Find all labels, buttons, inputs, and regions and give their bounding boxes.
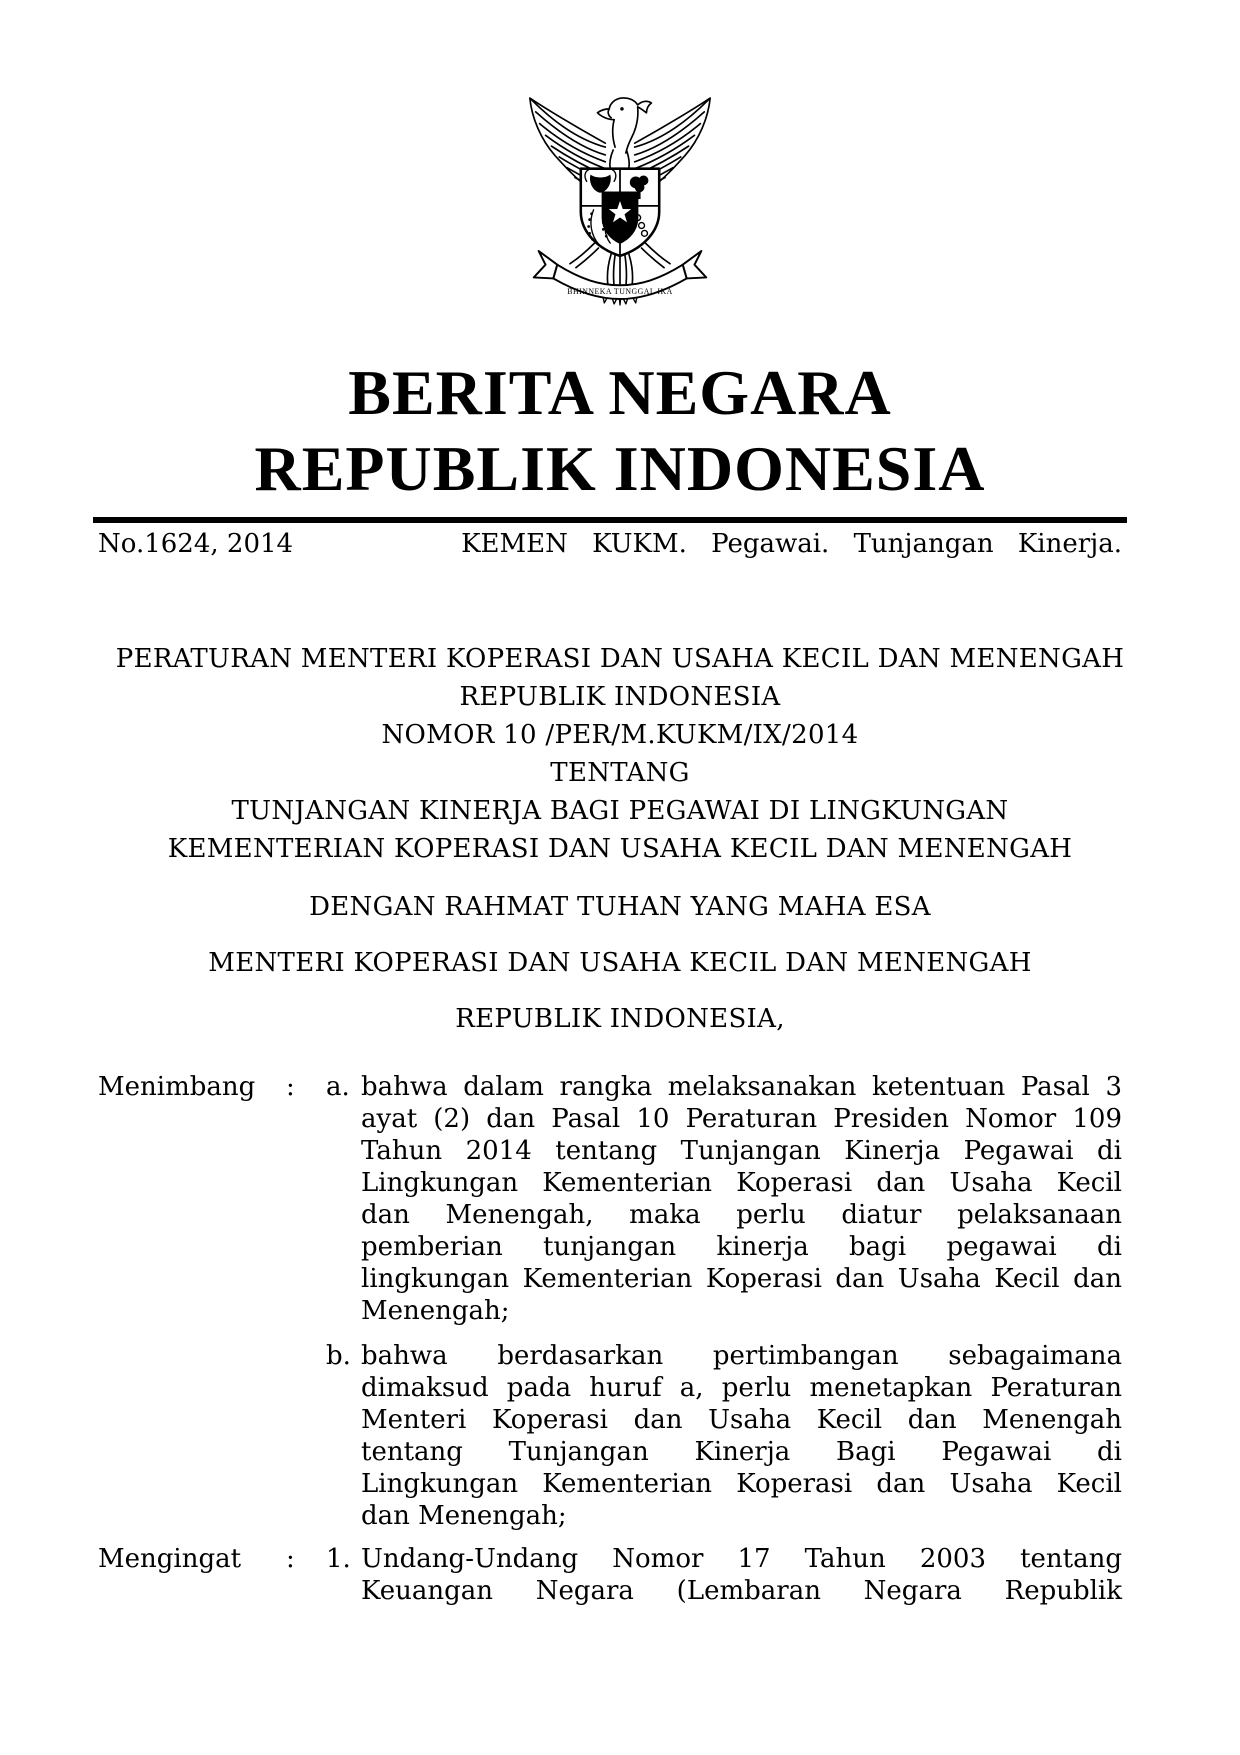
item-marker: b. xyxy=(326,1341,351,1371)
emblem-banner-text: BHINNEKA TUNGGAL IKA xyxy=(567,287,673,297)
authority-line-2: REPUBLIK INDONESIA, xyxy=(455,1004,785,1034)
masthead-divider xyxy=(93,517,1127,523)
masthead-row xyxy=(98,528,1122,560)
invocation-line: DENGAN RAHMAT TUHAN YANG MAHA ESA xyxy=(309,892,931,922)
issue-number: No.1624, 2014 xyxy=(98,529,294,559)
item-text: bahwa dalam rangka melaksanakan ketentuan Pasal 3 ayat (2) dan Pasal 10 Peraturan Presiden Nomor 109 Tahun 2014 tentang Tunjangan Kinerja Pegawai di Lingkungan Kementerian Koperasi dan Usaha Kecil dan Menengah, maka perlu diatur pelaksanaan pemberian tunjangan kinerja bagi pegawai di lingkungan Kementerian Koperasi dan Usaha Kecil dan Menengah; xyxy=(361,1072,1122,1326)
remembering-section xyxy=(98,1543,1122,1607)
authority-line-1: MENTERI KOPERASI DAN USAHA KECIL DAN MENENGAH xyxy=(208,948,1032,978)
item-text: Undang-Undang Nomor 17 Tahun 2003 tentang Keuangan Negara (Lembaran Negara Republik xyxy=(361,1544,1122,1606)
subject-keywords: KEMEN KUKM. Pegawai. Tunjangan Kinerja. xyxy=(461,529,1122,559)
remembering-label: Mengingat xyxy=(98,1544,242,1574)
regulation-title xyxy=(108,640,1132,868)
considering-colon: : xyxy=(286,1072,295,1102)
item-marker: 1. xyxy=(326,1544,351,1574)
item-marker: a. xyxy=(326,1072,350,1102)
regulation-title-line-1: PERATURAN MENTERI KOPERASI DAN USAHA KECIL DAN MENENGAH xyxy=(115,644,1125,674)
regulation-title-line-5: TUNJANGAN KINERJA BAGI PEGAWAI DI LINGKUNGAN xyxy=(231,796,1009,826)
gazette-title xyxy=(108,355,1132,507)
considering-section xyxy=(98,1071,1122,1532)
item-text: bahwa berdasarkan pertimbangan sebagaimana dimaksud pada huruf a, perlu menetapkan Peraturan Menteri Koperasi dan Usaha Kecil dan Menengah tentang Tunjangan Kinerja Bagi Pegawai di Lingkungan Kementerian Koperasi dan Usaha Kecil dan Menengah; xyxy=(361,1341,1122,1531)
gazette-title-line1: BERITA NEGARA xyxy=(348,357,892,428)
regulation-title-line-6: KEMENTERIAN KOPERASI DAN USAHA KECIL DAN MENENGAH xyxy=(167,834,1073,864)
regulation-title-line-4: TENTANG xyxy=(550,758,690,788)
gazette-title-line2: REPUBLIK INDONESIA xyxy=(254,433,986,504)
regulation-title-line-3: NOMOR 10 /PER/M.KUKM/IX/2014 xyxy=(381,720,859,750)
remembering-colon: : xyxy=(286,1544,295,1574)
considering-label: Menimbang xyxy=(98,1072,256,1102)
shield xyxy=(581,169,659,256)
regulation-title-line-2: REPUBLIK INDONESIA xyxy=(459,682,781,712)
garuda-pancasila-emblem xyxy=(522,96,718,307)
emblem-container xyxy=(108,0,1132,311)
